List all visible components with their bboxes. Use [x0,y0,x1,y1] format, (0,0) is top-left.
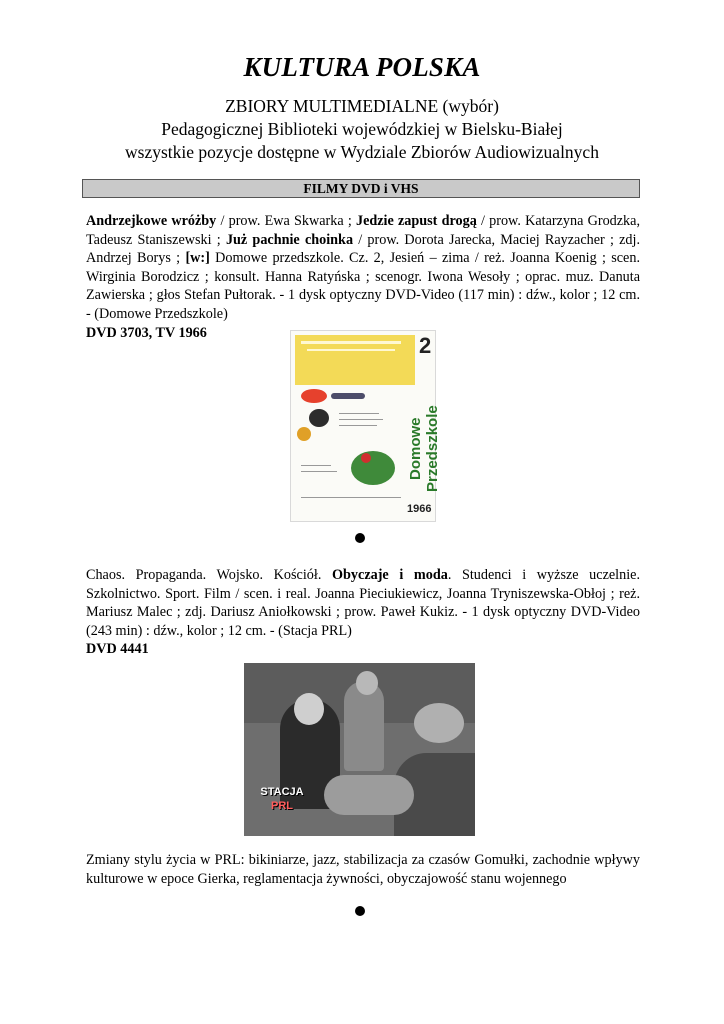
entry-text: / prow. Katarzyna Grodzka, Tadeusz Staniszewski ; [86,213,640,248]
headscarf [294,693,324,725]
entry-text: Zmiany stylu życia w PRL: bikiniarze, jazz, stabilizacja za czasów Gomułki, zachodnie wpływy kulturowe w epoce Gierka, reglamentacja żywności, obyczajowość stanu wojennego [86,852,640,887]
tree-illustration [351,451,395,485]
quill-illustration [331,393,365,399]
page-title: KULTURA POLSKA [243,52,481,82]
person-head [356,671,378,695]
subtitle-line-3: wszystkie pozycje dostępne w Wydziale Zbiorów Audiowizualnych [125,142,599,162]
dvd-cover-stacja-prl [244,663,475,836]
cover-text-line [301,465,331,466]
logo-line: PRL [271,800,293,812]
bullet-separator [355,533,365,543]
entry-title: Jedzie zapust drogą [355,213,477,229]
logo-line: STACJA [260,786,304,798]
section-header: FILMY DVD i VHS [82,179,640,198]
stacja-prl-logo [258,785,306,813]
subtitle-line-1: ZBIORY MULTIMEDIALNE (wybór) [225,96,499,116]
entry-text: / prow. Ewa Skwarka ; [216,213,356,229]
call-number: DVD 3703, TV 1966 [86,324,207,341]
entry-title: Andrzejkowe wróżby [86,213,217,229]
subtitle-line-2: Pedagogicznej Biblioteki wojewódzkiej w Bielsku-Białej [161,119,563,139]
cover-band-line [301,341,401,344]
bullet-separator [355,906,365,916]
entry-title: Obyczaje i moda [332,567,448,583]
cover-text-line [301,471,337,472]
cover-text-line [339,425,377,426]
entry-text: . Studenci i wyższe uczelnie. Szkolnictwo. Sport. Film / scen. i real. Joanna Pieciukiewicz, Joanna Tryniszewska-Obłoj ; reż. Mariusz Malec ; zdj. Dariusz Aniołkowski ; prow. Paweł Kukiz. - 1 dysk optyczny DVD-Video (243 min) : dźw., kolor ; 12 cm. - (Stacja PRL) [86,567,640,639]
entry-text: Chaos. Propaganda. Wojsko. Kościół. [86,567,332,583]
in-marker: [w:] [185,250,210,267]
cover-text-line [339,413,379,414]
cover-text-line [301,497,401,498]
dvd-cover-domowe-przedszkole [290,330,441,522]
entry-text: / prow. Dorota Jarecka, Maciej Rayzacher ; zdj. Andrzej Borys ; [86,231,640,267]
entry-text: Domowe przedszkole. Cz. 2, Jesień – zima / reż. Joanna Koenig ; scen. Wirginia Borodzicz ; konsult. Hanna Ratyńska ; scenogr. Iwona Wesoły ; oprac. muz. Danuta Zawierska ; głos Stefan Pułtorak. - 1 dysk optyczny DVD-Video (117 min) : dźw., kolor ; 12 cm. - (Domowe Przedszkole) [86,250,640,322]
catalog-entry-2 [86,566,640,659]
leaf-illustration [309,409,329,427]
cover-year: 1966 [407,503,432,515]
cover-text-line [339,419,383,420]
catalog-entry-1 [86,212,640,342]
market-produce [414,703,464,743]
market-produce [324,775,414,815]
entry-title: Już pachnie choinka [225,231,354,248]
leaf-illustration [301,389,327,403]
cover-part-number: 2 [419,333,432,358]
cover-spine-title: Domowe Przedszkole [407,405,441,493]
catalog-entry-3 [86,851,640,888]
tree-ornament [361,453,371,463]
cover-band-line [307,349,395,351]
call-number: DVD 4441 [86,641,149,658]
leaf-illustration [297,427,311,441]
